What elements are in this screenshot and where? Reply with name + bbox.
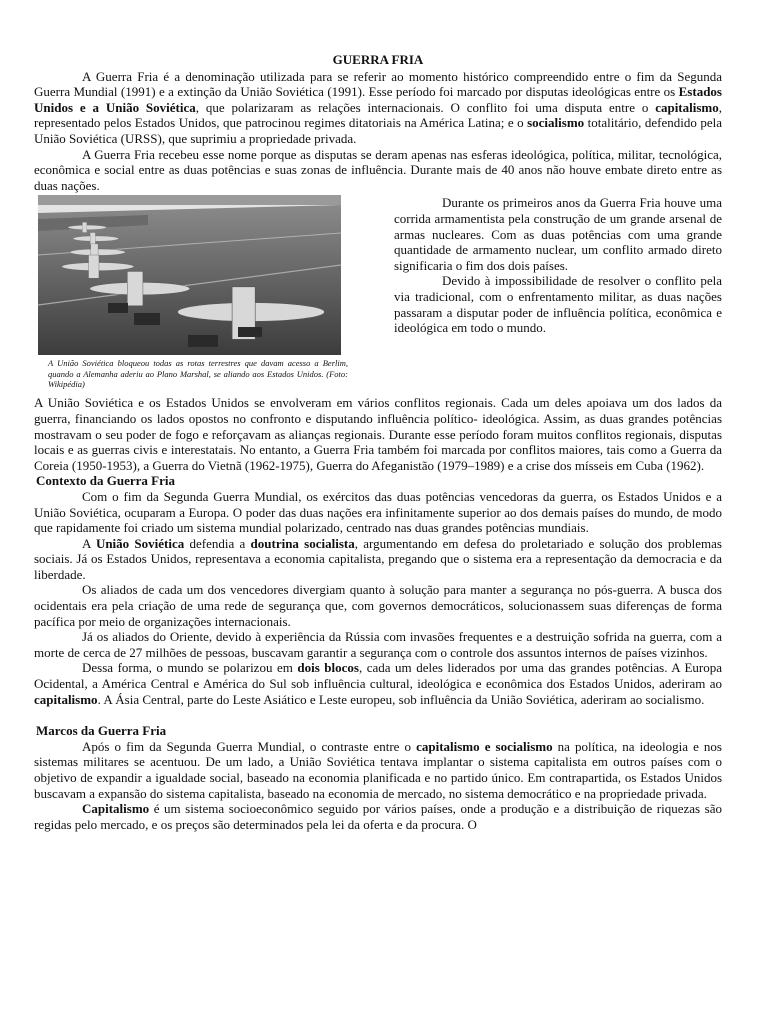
text-run: A Guerra Fria recebeu esse nome porque as disputas se deram apenas nas esferas ideológica, política, militar, tecnológica, econômica e social entre as duas potências e suas zonas de influência. Durante mais de 40 anos não houve embate direto entre as duas nações.: [34, 146, 722, 193]
text-run: Com o fim da Segunda Guerra Mundial, os exércitos das duas potências vencedoras da guerra, os Estados Unidos e a União Soviética, ocuparam a Europa. O poder das duas nações era infinitamente superior ao dos demais países do mundo, de modo que rapidamente foi criado um sistema mundial polarizado, centrado nas duas grandes potências mundiais.: [34, 488, 722, 536]
intro-paragraph-1: [34, 69, 722, 147]
text-run: Já os aliados do Oriente, devido à experiência da Rússia com invasões frequentes e a destruição sofrida na guerra, com a morte de cerca de 27 milhões de pessoas, buscavam garantir a segurança com o controle dos assuntos internos de países vizinhos.: [34, 629, 722, 660]
section-heading-marcos: Marcos da Guerra Fria: [36, 723, 167, 739]
conflicts-paragraph: A União Soviética e os Estados Unidos se envolveram em vários conflitos regionais. Cada um deles apoiava um dos lados da guerra, financiando os lados opostos no confronto e disputando influência político- ideológica. Assim, as duas grandes potências mostravam o seu poder de fogo e reforçavam as alianças regionais. Durante esse período foram muitos conflitos regionais, disputas locais e as guerras civis e interestatais. No entanto, a Guerra Fria também foi marcada por conflitos maiores, tais como a Guerra da Coreia (1950-1953), a Guerra do Vietnã (1962-1975), Guerra do Afeganistão (1979–1989) e a crise dos mísseis em Cuba (1962).: [34, 395, 722, 473]
text-run: , argumentando em defesa do proletariado e solução dos problemas sociais. Já os Estados Unidos, representava a economia capitalista, pregando que o sistema era a representação da democracia e da liberdade.: [34, 535, 722, 582]
section-heading-contexto: Contexto da Guerra Fria: [36, 473, 176, 489]
side-paragraph-1: Durante os primeiros anos da Guerra Fria houve uma corrida armamentista pela construção de um grande arsenal de armas nucleares. Com as duas potências com uma grande quantidade de armamento nuclear, um conflito armado direto significaria o fim dos dois países.: [394, 195, 722, 273]
side-paragraph-2: Devido à impossibilidade de resolver o conflito pela via tradicional, com o enfrentamento militar, as duas nações passaram a disputar poder de influência política, econômica e ideológica em todo o mundo.: [394, 273, 722, 336]
figure-row: [34, 195, 722, 395]
side-column: [394, 195, 722, 395]
bold-text-run: União Soviética: [95, 535, 185, 551]
text-run: Os aliados de cada um dos vencedores divergiam quanto à solução para manter a segurança no pós-guerra. A busca dos ocidentais era pela criação de uma rede de segurança que, com governos democráticos, solucionassem suas diferenças de forma pacífica por meio de organizações internacionais.: [34, 582, 722, 629]
text-run: . A Ásia Central, parte do Leste Asiático e Leste europeu, sob influência da União Soviética, aderiram ao socialismo.: [97, 691, 705, 707]
text-run: totalitário, defendido pela União Soviética (URSS), que suprimiu a propriedade privada.: [34, 115, 722, 146]
text-run: defendia a: [184, 535, 251, 551]
intro-paragraph-2: [34, 147, 722, 194]
contexto-paragraph-2: [34, 536, 722, 583]
text-run: , cada um deles liderados por uma das grandes potências. A Europa Ocidental, a América Central e América do Sul sob influência cultural, ideológica e econômica dos Estados Unidos, aderiram ao: [34, 660, 722, 692]
bold-text-run: capitalismo: [655, 99, 719, 115]
contexto-paragraph-5: [34, 660, 722, 707]
marcos-paragraph-1: [34, 739, 722, 801]
figure-caption: A União Soviética bloqueou todas as rotas terrestres que davam acesso a Berlim, quando a Alemanha aderiu ao Plano Marshal, se aliando aos Estados Unidos. (Foto: Wikipédia): [48, 358, 348, 390]
text-run: Após o fim da Segunda Guerra Mundial, o contraste entre o: [82, 738, 417, 754]
document-page: [34, 52, 722, 832]
text-run: é um sistema socioeconômico seguido por vários países, onde a produção e a distribuição de riquezas são regidas pelo mercado, e os preços são determinados pela lei da oferta e da procura. O: [34, 801, 722, 832]
airlift-photo: [38, 195, 341, 355]
bold-text-run: capitalismo: [34, 691, 98, 707]
document-title: GUERRA FRIA: [332, 52, 424, 67]
bold-text-run: dois blocos: [297, 660, 359, 676]
contexto-paragraph-1: [34, 489, 722, 536]
text-run: A Guerra Fria é a denominação utilizada para se referir ao momento histórico compreendido entre o fim da Segunda Guerra Mundial (1991) e a extinção da União Soviética (1991). Esse período foi marcado por disputas ideológicas entre os: [34, 68, 722, 100]
text-run: Dessa forma, o mundo se polarizou em: [82, 660, 298, 676]
section-gap: [34, 707, 722, 723]
text-run: , representado pelos Estados Unidos, que patrocinou regimes ditatoriais na América Latina; e o: [34, 99, 722, 131]
bold-text-run: doutrina socialista: [250, 535, 355, 551]
text-run: , que polarizaram as relações internacionais. O conflito foi uma disputa entre o: [195, 99, 656, 115]
text-run: na política, na ideologia e nos sistemas militares se acentuou. De um lado, a União Soviética tentava implantar o sistema capitalista em outros países com o objetivo de expandir a igualdade social, baseado na economia planificada e no partido único. Em contrapartida, os Estados Unidos buscavam a expansão do sistema capitalista, baseado na economia de mercado, no sistema democrático e na propriedade privada.: [34, 738, 722, 801]
contexto-paragraph-3: [34, 582, 722, 629]
figure: [38, 195, 348, 395]
contexto-paragraph-4: [34, 629, 722, 660]
bold-text-run: socialismo: [527, 115, 585, 131]
text-run: A: [82, 535, 96, 551]
bold-text-run: Estados Unidos e a União Soviética: [34, 84, 722, 115]
marcos-paragraph-2: [34, 801, 722, 832]
bold-text-run: capitalismo e socialismo: [416, 738, 553, 754]
bold-text-run: Capitalismo: [82, 801, 150, 817]
